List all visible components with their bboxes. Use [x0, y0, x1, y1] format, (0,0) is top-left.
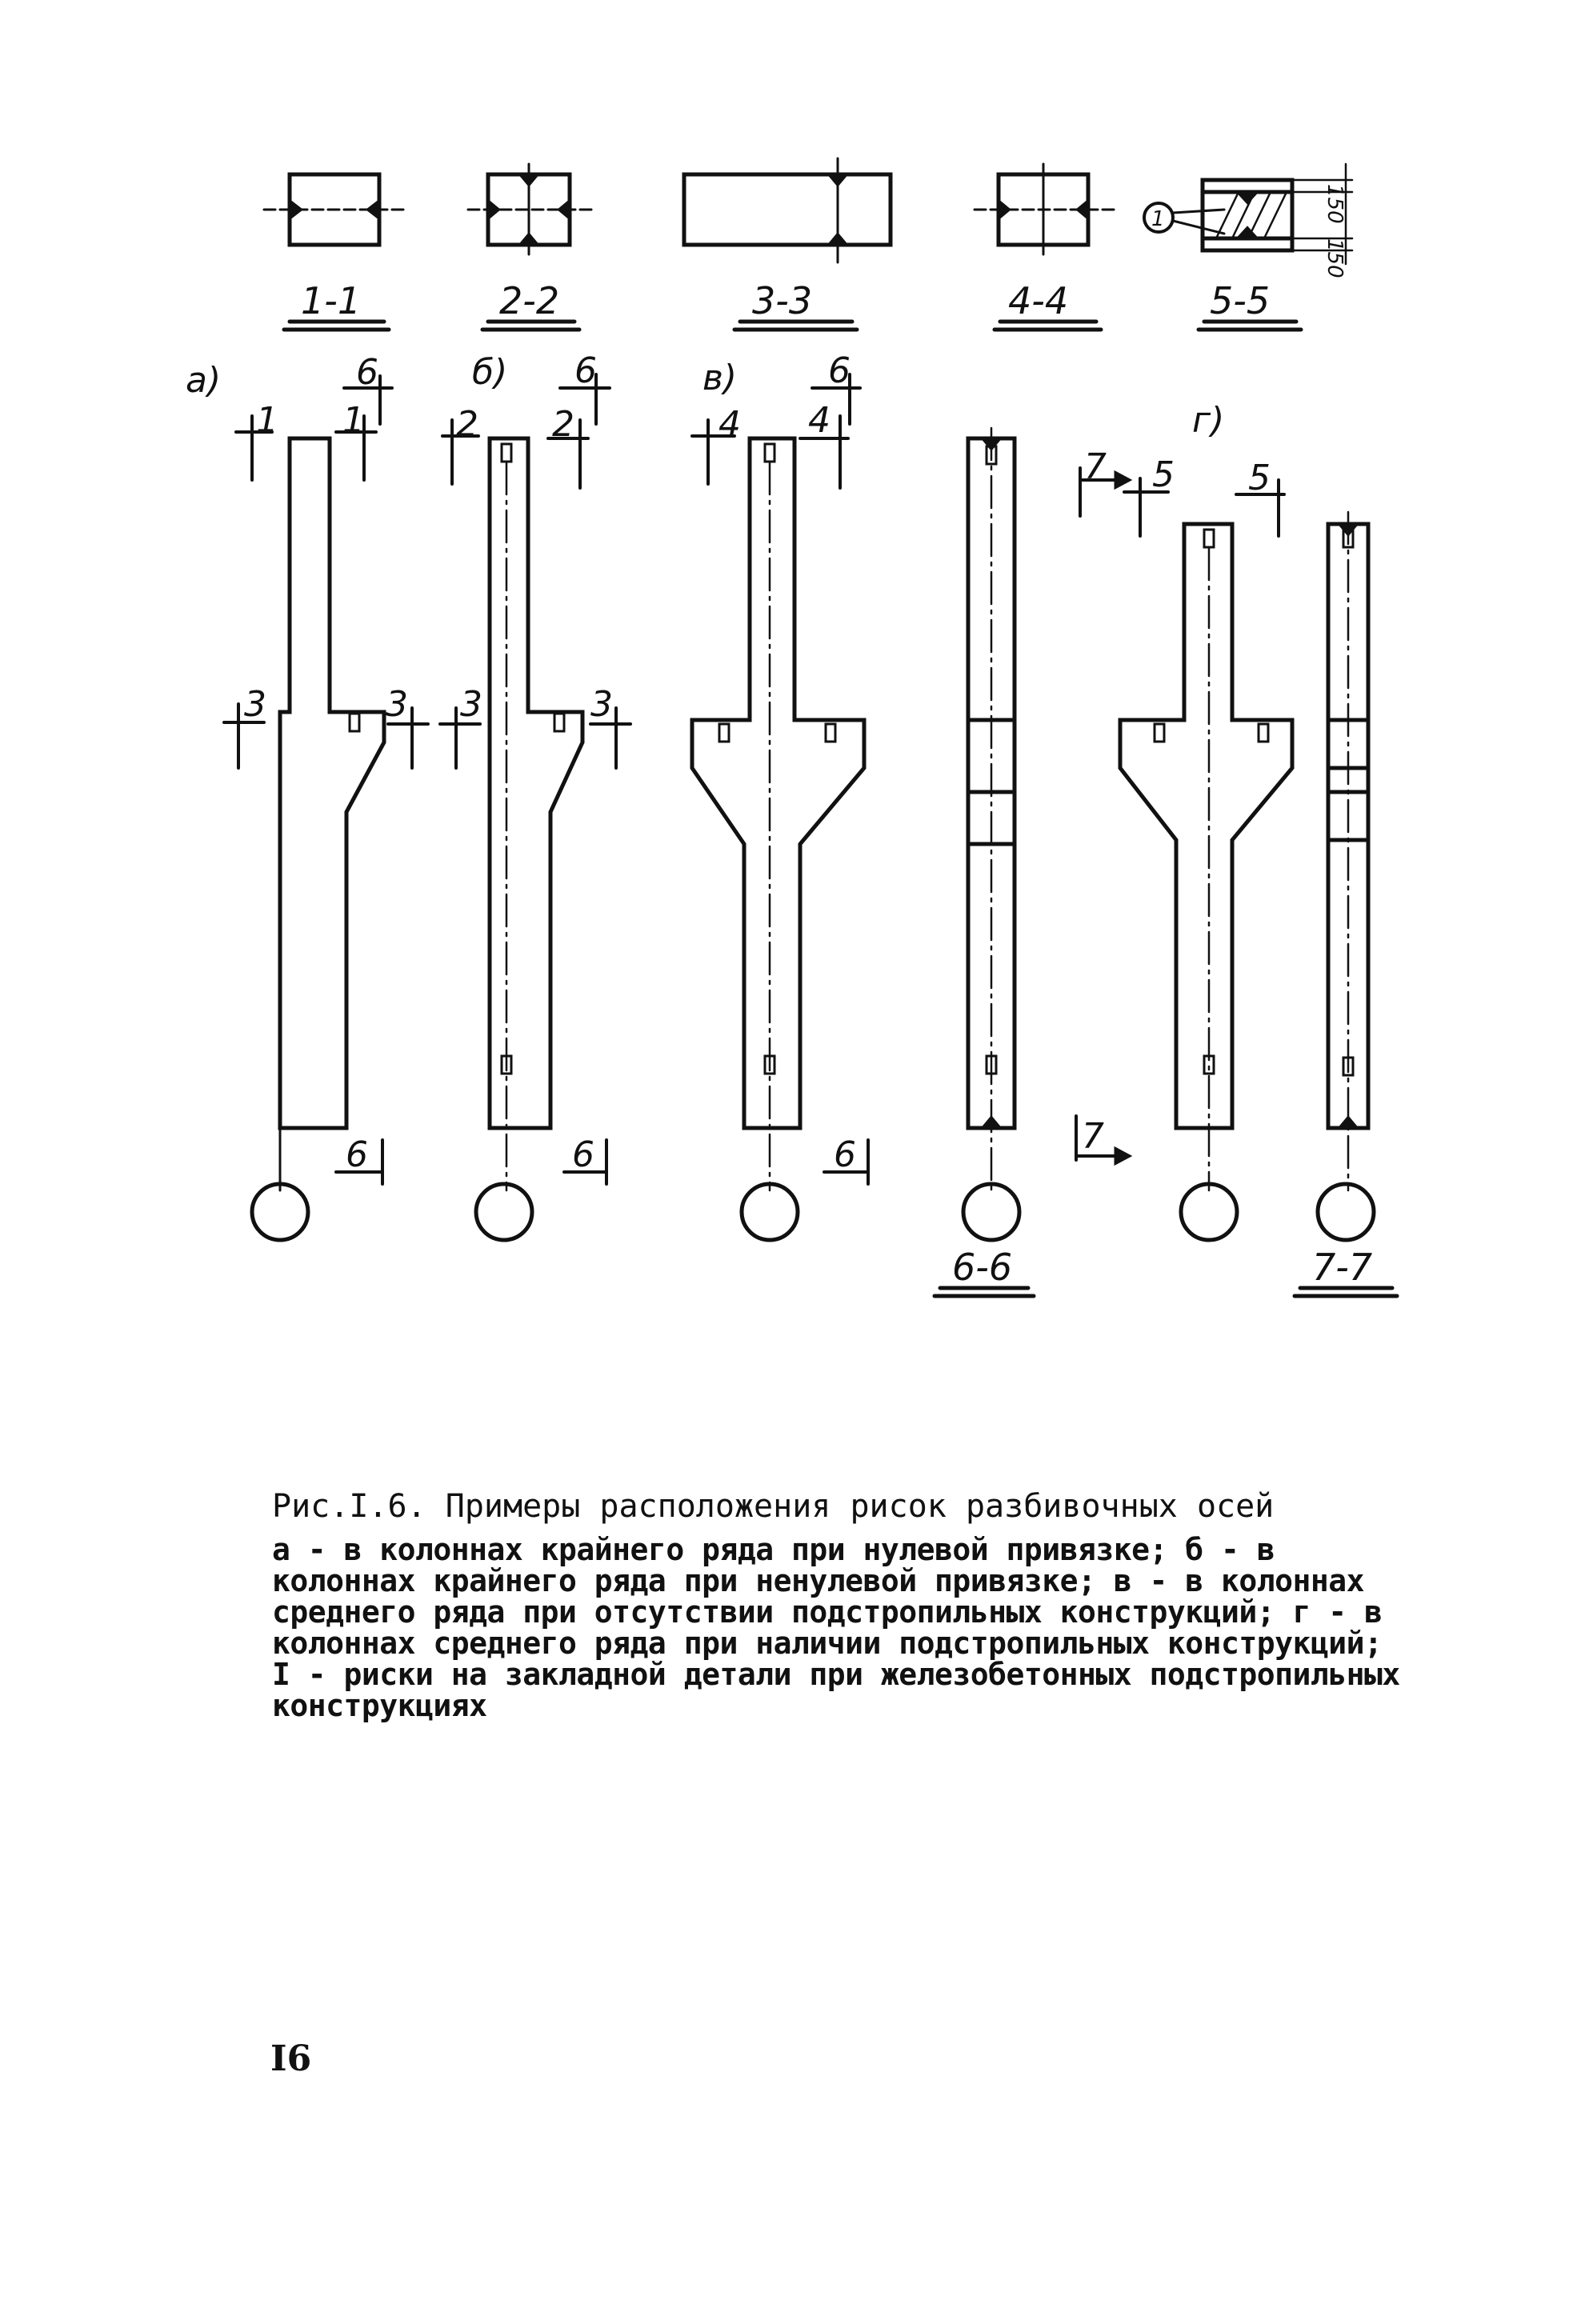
cut-mark-7-top: 7	[1084, 446, 1107, 487]
cut-mark-6-top: 6	[356, 352, 378, 393]
section-view-7-7	[1295, 512, 1397, 1296]
column-v	[692, 350, 868, 1240]
dimension-label-top: 150	[1323, 184, 1347, 224]
section-5-5	[1144, 164, 1352, 330]
cut-mark-4-left: 4	[718, 404, 741, 445]
cut-mark-6-bottom: 6	[346, 1134, 368, 1175]
cut-mark-5-left: 5	[1152, 454, 1175, 495]
section-label-1-1: 1-1	[301, 279, 362, 322]
page-number: I6	[270, 2038, 312, 2079]
section-view-label-7-7: 7-7	[1312, 1246, 1373, 1289]
section-label-4-4: 4-4	[1008, 279, 1069, 322]
variant-label-b: б)	[472, 352, 508, 393]
cut-mark-3b-right: 3	[590, 684, 613, 725]
column-g	[1076, 446, 1292, 1240]
cut-mark-1-left: 1	[256, 400, 278, 441]
cut-mark-7-bottom: 7	[1082, 1116, 1104, 1157]
cut-mark-2-right: 2	[552, 404, 574, 445]
cut-mark-3-right: 3	[386, 684, 408, 725]
caption-title: Рис.I.6. Примеры расположения рисок разбивочных осей	[272, 1488, 1275, 1525]
detail-marker-label: 1	[1151, 207, 1165, 231]
cut-mark-3-left: 3	[244, 684, 266, 725]
figure-caption	[272, 1488, 1408, 1722]
cut-mark-5-right: 5	[1248, 458, 1271, 498]
cut-mark-1-right: 1	[342, 400, 365, 441]
section-label-3-3: 3-3	[752, 279, 813, 322]
section-2-2	[468, 164, 592, 330]
variant-label-g: г)	[1192, 400, 1225, 441]
column-a	[224, 352, 428, 1240]
section-label-5-5: 5-5	[1210, 279, 1271, 322]
cut-mark-3b-left: 3	[460, 684, 482, 725]
caption-body: а - в колоннах крайнего ряда при нулевой привязке; б - в колоннах крайнего ряда при ненулевой привязке; в - в колоннах среднего ряда при отсутствии подстропильных конструкций; г - в колоннах среднего ряда при наличии подстропильных конструкций; I - риски на закладной детали при железобетонных подстропильных конструкциях	[272, 1532, 1400, 1723]
cut-mark-6b-top: 6	[574, 350, 597, 391]
cut-mark-6v-bottom: 6	[834, 1134, 856, 1175]
section-view-label-6-6: 6-6	[952, 1246, 1013, 1289]
cut-mark-4-right: 4	[808, 400, 831, 441]
section-view-6-6	[935, 428, 1034, 1296]
cut-mark-6v-top: 6	[828, 350, 851, 391]
variant-label-a: а)	[186, 360, 222, 401]
column-b	[440, 350, 630, 1240]
cut-mark-6b-bottom: 6	[572, 1134, 594, 1175]
variant-label-v: в)	[702, 358, 738, 398]
section-1-1	[264, 174, 406, 330]
section-4-4	[975, 164, 1116, 330]
dimension-label-bottom: 150	[1323, 238, 1347, 278]
section-label-2-2: 2-2	[499, 279, 560, 322]
section-3-3	[684, 158, 891, 330]
cut-mark-2-left: 2	[456, 404, 478, 445]
